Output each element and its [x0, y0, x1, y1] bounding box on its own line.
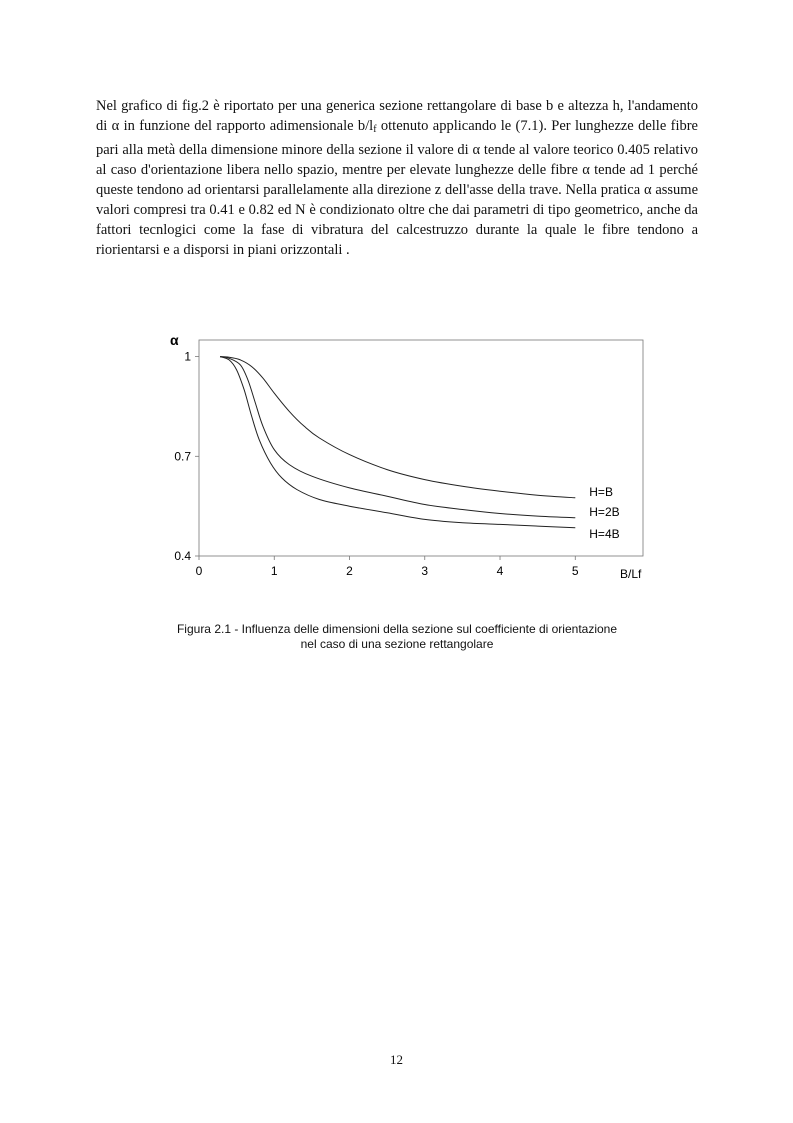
page-number: 12	[390, 1052, 403, 1067]
x-tick-label: 2	[346, 564, 353, 578]
paragraph-text: ottenuto applicando le (7.1). Per lunghezze delle fibre pari alla metà della dimensione minore della sezione il valore di	[96, 118, 698, 158]
x-tick-label: 0	[195, 564, 203, 578]
subscript-f: f	[373, 124, 377, 135]
figure-caption	[96, 622, 698, 652]
plot-frame	[199, 340, 643, 556]
paragraph-text: tende ad 1 perché queste tendono ad orientarsi parallelamente alla direzione z dell'asse della trave. Nella pratica	[96, 162, 698, 198]
alpha-symbol: α	[111, 118, 120, 134]
y-tick-label: 0.4	[174, 549, 191, 563]
legend-label: H=B	[589, 484, 613, 499]
legend-label: H=2B	[589, 504, 620, 519]
alpha-symbol: α	[582, 162, 590, 178]
paragraph-text: Nel grafico di fig.2 è riportato per una generica sezione rettangolare di base b e altezza h, l'andamento di	[96, 98, 698, 134]
caption-line-2: nel caso di una sezione rettangolare	[300, 637, 494, 651]
paragraph-text: tende al valore teorico 0.405 relativo al caso d'orientazione libera nello spazio, mentre per elevate lunghezze delle fibre	[96, 142, 698, 178]
x-tick-label: 3	[421, 564, 429, 578]
x-tick-label: 5	[571, 564, 579, 578]
orientation-coefficient-chart	[150, 330, 650, 590]
legend-label: H=4B	[589, 526, 620, 541]
x-tick-label: 1	[270, 564, 278, 578]
body-paragraph	[96, 96, 698, 260]
x-tick-label: 4	[496, 564, 504, 578]
alpha-symbol: α	[472, 142, 481, 158]
y-axis-label: α	[170, 332, 179, 348]
alpha-symbol: α	[643, 182, 652, 198]
series-line-3	[220, 357, 575, 528]
paragraph-text: in funzione del rapporto adimensionale b/l	[119, 118, 374, 134]
x-axis-label: B/Lf	[620, 567, 642, 581]
series-line-1	[220, 357, 575, 498]
caption-line-1: Figura 2.1 - Influenza delle dimensioni della sezione sul coefficiente di orientazione	[176, 622, 618, 636]
y-tick-label: 0.7	[174, 449, 191, 464]
paragraph-text: assume valori compresi tra 0.41 e 0.82 ed N è condizionato oltre che dai parametri di tipo geometrico, anche da fattori tecnlogici come la fase di vibratura del calcestruzzo durante la quale le fibre tendono a riorientarsi e a disporsi in piani orizzontali .	[96, 182, 698, 258]
y-tick-label: 1	[184, 349, 191, 364]
